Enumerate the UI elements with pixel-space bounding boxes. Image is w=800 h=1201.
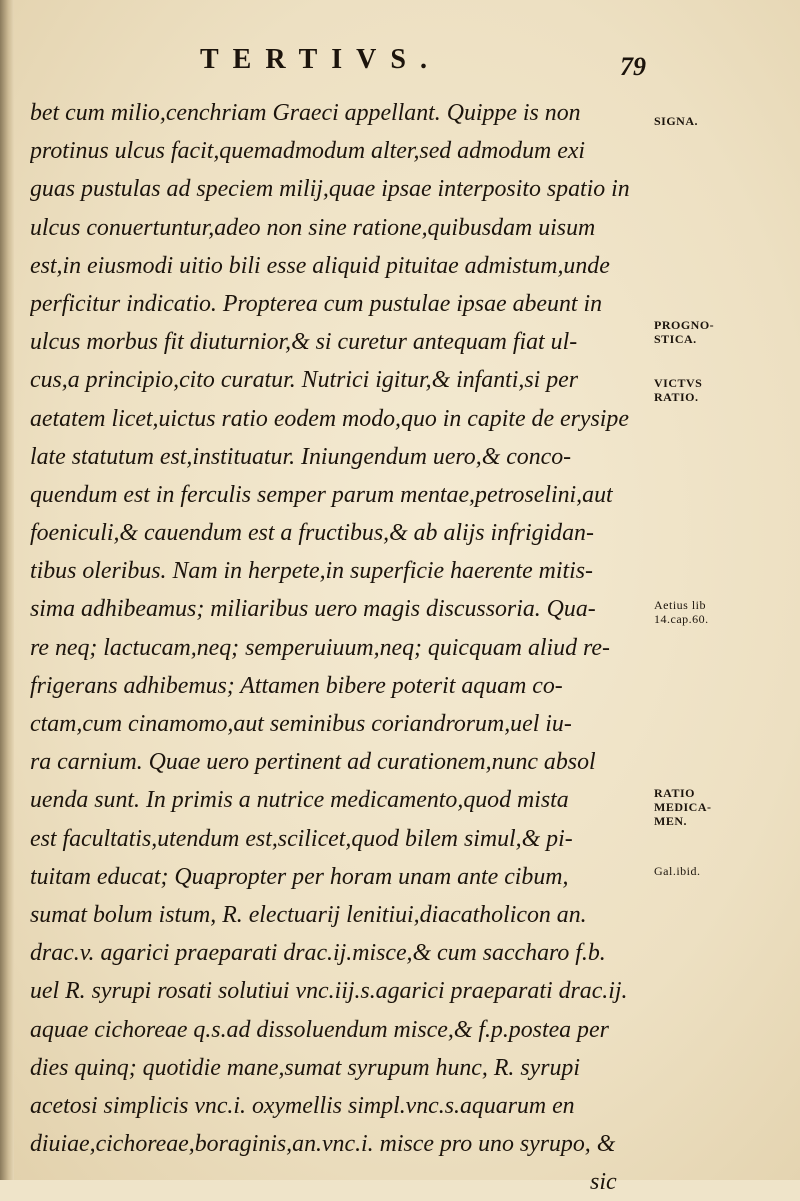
margin-note-ratio-medicamen: RATIO MEDICA- MEN. xyxy=(654,786,712,828)
text-line: acetosi simplicis vnc.i. oxymellis simpl.vnc.s.aquarum en xyxy=(30,1092,575,1119)
running-title: TERTIVS. xyxy=(200,44,441,75)
text-line: est,in eiusmodi uitio bili esse aliquid pituitae admistum,unde xyxy=(30,252,610,279)
text-line: perficitur indicatio. Propterea cum pustulae ipsae abeunt in xyxy=(30,290,603,317)
text-line-catchword: sic xyxy=(590,1169,617,1196)
text-line: frigerans adhibemus; Attamen bibere poterit aquam co- xyxy=(30,672,563,699)
text-line: uel R. syrupi rosati solutiui vnc.iij.s.agarici praeparati drac.ij. xyxy=(30,978,628,1005)
text-line: ulcus morbus fit diuturnior,& si curetur antequam fiat ul- xyxy=(30,329,578,356)
text-line: tuitam educat; Quapropter per horam unam ante cibum, xyxy=(30,863,569,890)
text-line: est facultatis,utendum est,scilicet,quod bilem simul,& pi- xyxy=(30,825,573,852)
text-line: aetatem licet,uictus ratio eodem modo,quo in capite de erysipe xyxy=(30,405,629,432)
text-line: drac.v. agarici praeparati drac.ij.misce,& cum saccharo f.b. xyxy=(30,940,606,967)
text-line: late statutum est,instituatur. Iniungendum uero,& conco- xyxy=(30,443,572,470)
margin-note-signa: SIGNA. xyxy=(654,114,699,128)
margin-note-aetius: Aetius lib 14.cap.60. xyxy=(654,598,709,626)
margin-note-gal-ibid: Gal.ibid. xyxy=(654,864,701,878)
text-line: aquae cichoreae q.s.ad dissoluendum misce,& f.p.postea per xyxy=(30,1016,609,1043)
text-line: bet cum milio,cenchriam Graeci appellant. Quippe is non xyxy=(30,100,581,126)
body-text xyxy=(30,94,648,1201)
text-line: sumat bolum istum, R. electuarij lenitiui,diacatholicon an. xyxy=(30,901,587,928)
text-line: diuiae,cichoreae,boraginis,an.vnc.i. misce pro uno syrupo, & xyxy=(30,1131,616,1158)
text-line: foeniculi,& cauendum est a fructibus,& ab alijs infrigidan- xyxy=(30,520,594,547)
text-line: re neq; lactucam,neq; semperuiuum,neq; quicquam aliud re- xyxy=(30,634,610,661)
text-line: uenda sunt. In primis a nutrice medicamento,quod mista xyxy=(30,787,569,814)
margin-note-prognostica: PROGNO- STICA. xyxy=(654,318,715,346)
margin-note-victus-ratio: VICTVS RATIO. xyxy=(654,376,703,404)
text-line: ctam,cum cinamomo,aut seminibus coriandrorum,uel iu- xyxy=(30,711,572,737)
text-line: tibus oleribus. Nam in herpete,in superficie haerente mitis- xyxy=(30,558,593,585)
text-line: quendum est in ferculis semper parum mentae,petroselini,aut xyxy=(30,481,613,508)
page-number: 79 xyxy=(620,52,646,81)
text-line: dies quinq; quotidie mane,sumat syrupum hunc, R. syrupi xyxy=(30,1054,580,1081)
page-gutter xyxy=(0,0,14,1180)
text-line: guas pustulas ad speciem milij,quae ipsae interposito spatio in xyxy=(30,176,630,203)
text-line: cus,a principio,cito curatur. Nutrici igitur,& infanti,si per xyxy=(30,367,579,394)
text-line: protinus ulcus facit,quemadmodum alter,sed admodum exi xyxy=(30,138,586,165)
text-line: ulcus conuertuntur,adeo non sine ratione,quibusdam uisum xyxy=(30,214,596,241)
text-line: ra carnium. Quae uero pertinent ad curationem,nunc absol xyxy=(30,749,596,776)
text-line: sima adhibeamus; miliaribus uero magis discussoria. Qua- xyxy=(30,596,596,623)
